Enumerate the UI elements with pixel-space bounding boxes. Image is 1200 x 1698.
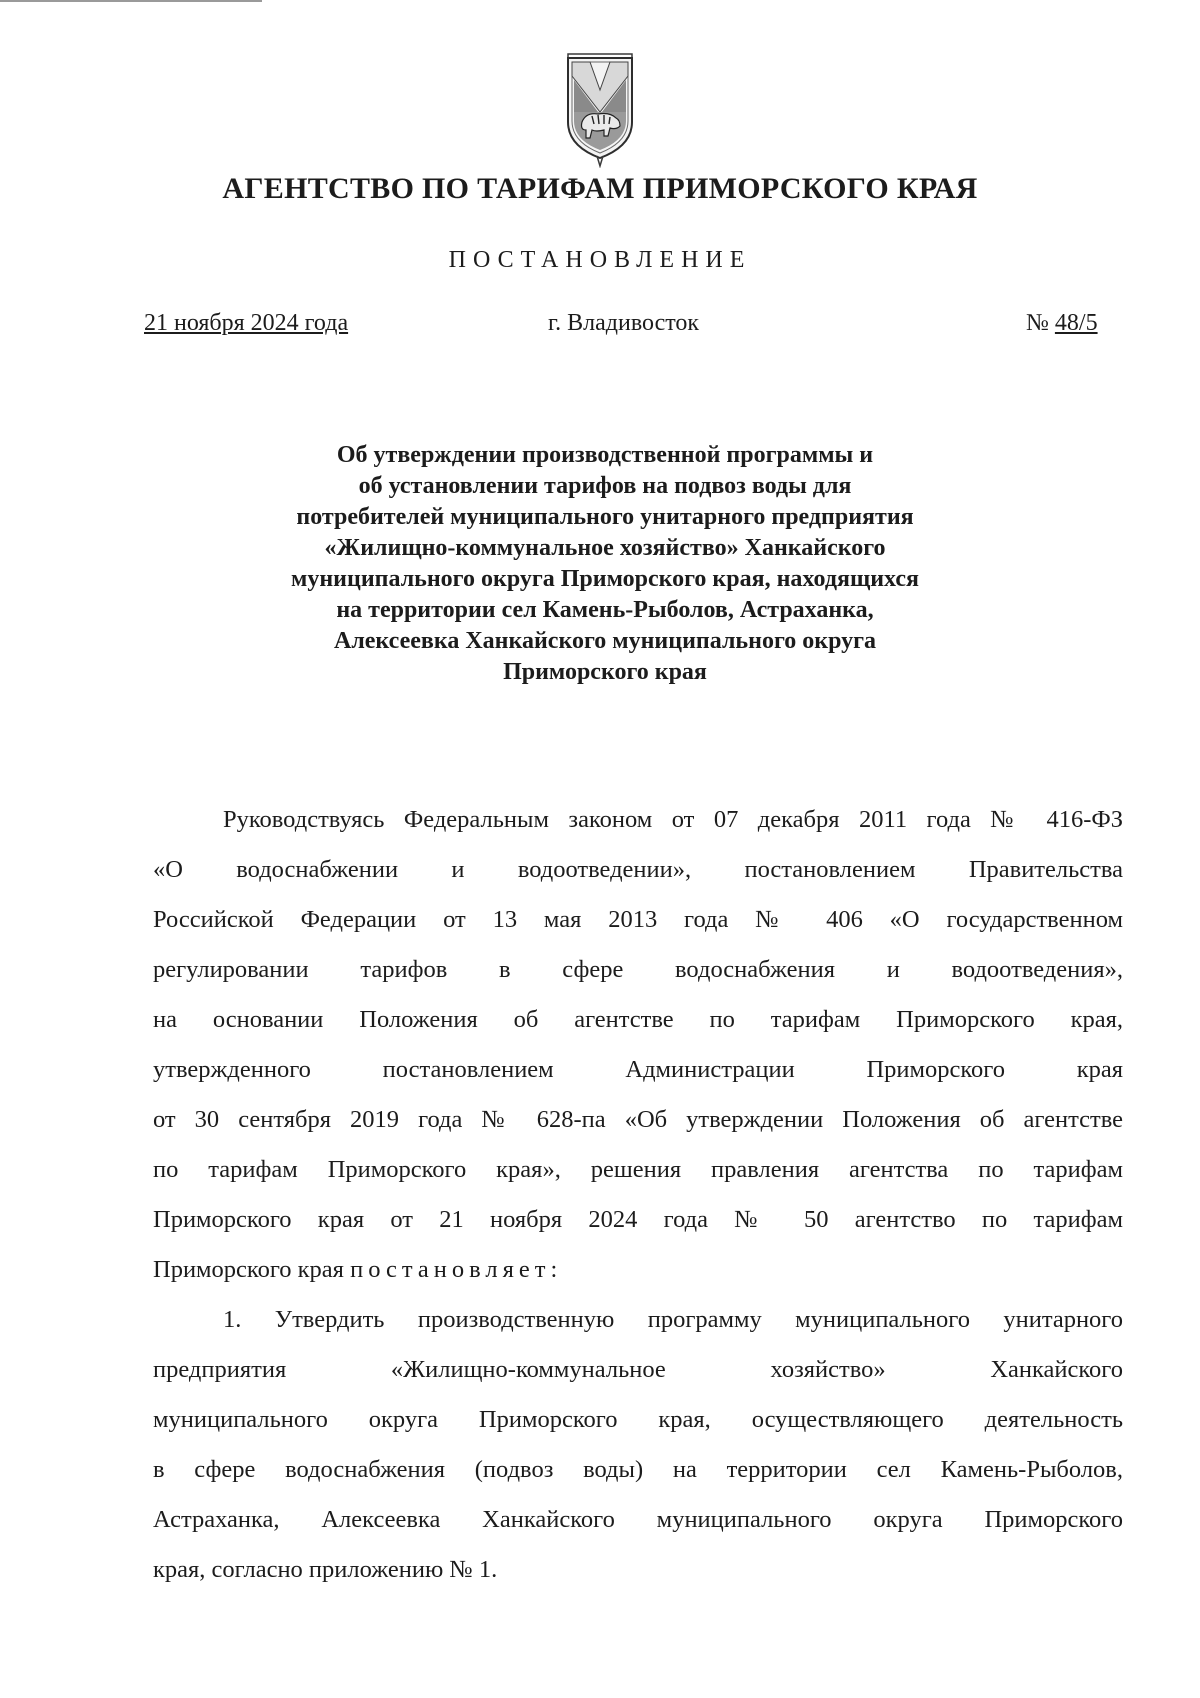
title-line: на территории сел Камень-Рыболов, Астраханка, (336, 597, 874, 623)
document-number (1026, 310, 1098, 337)
title-line: об установлении тарифов на подвоз воды для (358, 473, 852, 499)
preamble-line: «О водоснабжении и водоотведении», постановлением Правительства (153, 856, 1123, 883)
agency-name: АГЕНТСТВО ПО ТАРИФАМ ПРИМОРСКОГО КРАЯ (222, 172, 978, 205)
item1-line: 1. Утвердить производственную программу муниципального унитарного (223, 1306, 1123, 1333)
item1-line: в сфере водоснабжения (подвоз воды) на территории сел Камень-Рыболов, (153, 1456, 1123, 1483)
preamble-line: регулировании тарифов в сфере водоснабжения и водоотведения», (153, 956, 1123, 983)
title-line: Приморского края (503, 659, 707, 685)
preamble-line: утвержденного постановлением Администрации Приморского края (153, 1056, 1123, 1083)
scan-edge-mark (0, 0, 262, 2)
document-date: 21 ноября 2024 года (144, 310, 349, 336)
item1-line: предприятия «Жилищно-коммунальное хозяйство» Ханкайского (153, 1356, 1123, 1383)
preamble-line: от 30 сентября 2019 года № 628-па «Об утверждении Положения об агентстве (153, 1106, 1123, 1133)
document-number-value: 48/5 (1054, 310, 1098, 336)
title-line: «Жилищно-коммунальное хозяйство» Ханкайского (324, 535, 886, 561)
coat-of-arms-icon (564, 50, 636, 168)
preamble-last-text: Приморского края (153, 1256, 351, 1283)
decree-word: постановляет: (350, 1256, 563, 1283)
preamble-line: Российской Федерации от 13 мая 2013 года № 406 «О государственном (153, 906, 1123, 933)
preamble-last-line (153, 1245, 1123, 1295)
item1-line: края, согласно приложению № 1. (153, 1556, 498, 1583)
item1-line: муниципального округа Приморского края, осуществляющего деятельность (153, 1406, 1123, 1433)
item1-line: Астраханка, Алексеевка Ханкайского муниципального округа Приморского (153, 1506, 1123, 1533)
document-city: г. Владивосток (548, 310, 700, 336)
document-body (153, 795, 1123, 1595)
document-title (190, 440, 1020, 688)
title-line: Алексеевка Ханкайского муниципального округа (333, 628, 876, 654)
document-type: ПОСТАНОВЛЕНИЕ (448, 247, 752, 273)
document-number-prefix: № (1026, 310, 1049, 336)
title-line: муниципального округа Приморского края, находящихся (291, 566, 919, 592)
title-line: потребителей муниципального унитарного предприятия (296, 504, 914, 530)
preamble-line: Приморского края от 21 ноября 2024 года № 50 агентство по тарифам (153, 1206, 1123, 1233)
preamble-line: по тарифам Приморского края», решения правления агентства по тарифам (153, 1156, 1123, 1183)
title-line: Об утверждении производственной программы и (336, 442, 874, 468)
preamble-line: на основании Положения об агентстве по тарифам Приморского края, (153, 1006, 1123, 1033)
preamble-line: Руководствуясь Федеральным законом от 07 декабря 2011 года № 416-ФЗ (223, 806, 1123, 833)
